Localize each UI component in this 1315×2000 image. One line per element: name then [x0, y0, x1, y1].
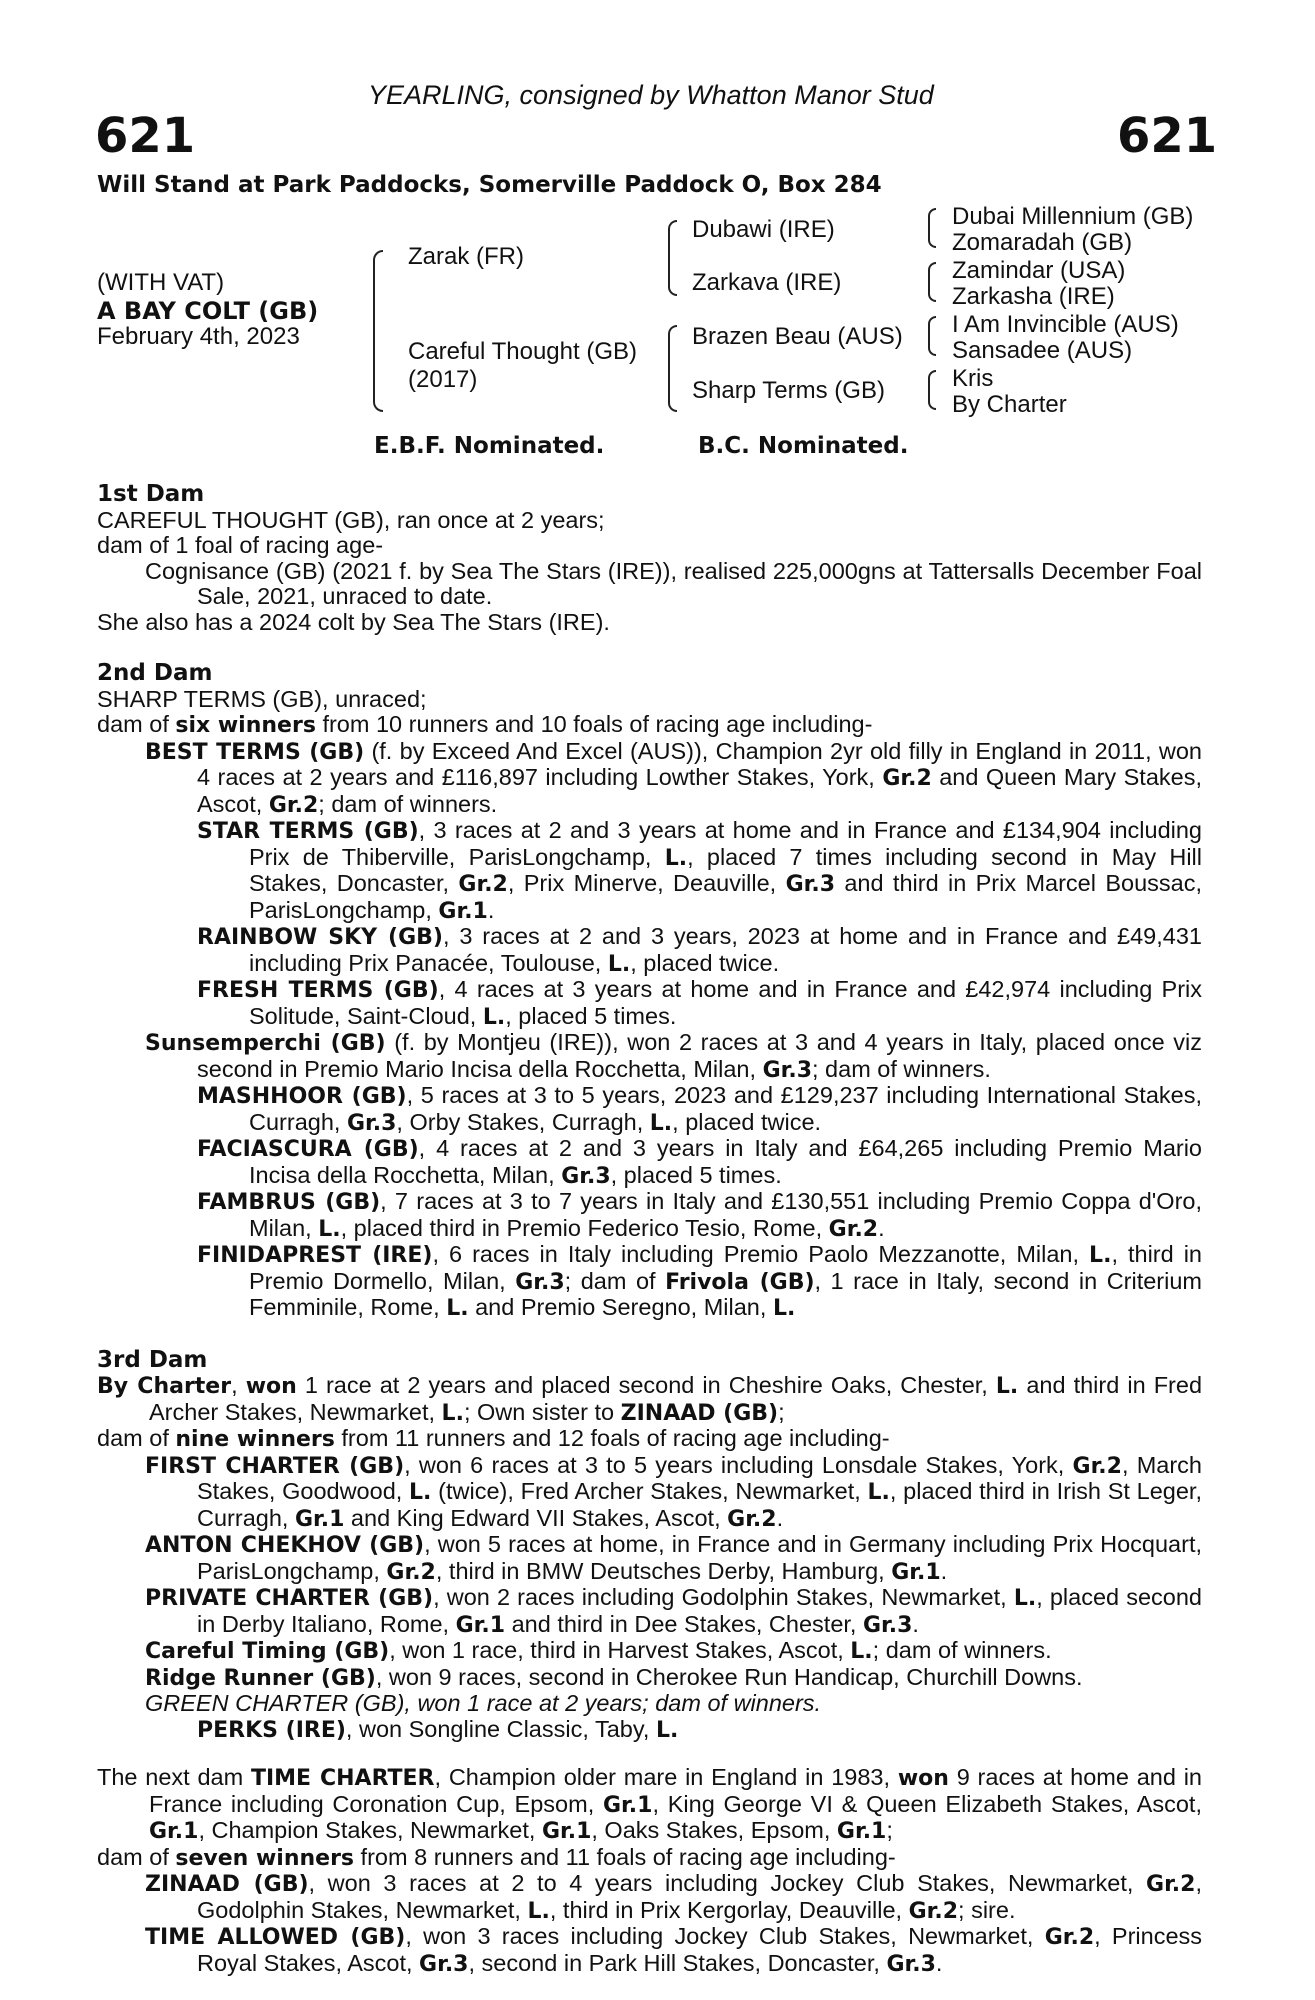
second-dam-heading: 2nd Dam	[97, 660, 213, 686]
pedigree-sire: Zarak (FR)	[408, 243, 524, 270]
first-dam-produce-line: dam of 1 foal of racing age-	[97, 532, 384, 558]
next-dam-produce-line: dam of seven winners from 8 runners and 11 foals of racing age including-	[97, 1843, 896, 1871]
pedigree-brace-sd	[928, 262, 936, 302]
catalogue-body	[97, 482, 1202, 1977]
lot-name: A BAY COLT (GB)	[97, 297, 319, 325]
third-dam-heading: 3rd Dam	[97, 1346, 208, 1373]
pedigree-sire-dam: Zarkava (IRE)	[692, 269, 842, 296]
entry-star-terms: STAR TERMS (GB), 3 races at 2 and 3 years at home and in France and £134,904 including Prix de Thiberville, ParisLongchamp, L., placed 7 times including second in May Hill Stakes, Doncaster, Gr.2, Prix Minerve, Deauville, Gr.3 and third in Prix Marcel Boussac, ParisLongchamp, Gr.1.	[197, 817, 1203, 924]
pedigree-sss: Dubai Millennium (GB)	[952, 203, 1194, 230]
first-dam-line: CAREFUL THOUGHT (GB), ran once at 2 years;	[97, 506, 605, 533]
next-dam-line: The next dam TIME CHARTER, Champion older mare in England in 1983, won 9 races at home and in France including Coronation Cup, Epsom, Gr.1, King George VI & Queen Elizabeth Stakes, Ascot, Gr.1, Champion Stakes, Newmarket, Gr.1, Oaks Stakes, Epsom, Gr.1;	[97, 1764, 1203, 1844]
pedigree-dsd: Sansadee (AUS)	[952, 337, 1133, 364]
pedigree-sire-sire: Dubawi (IRE)	[692, 216, 835, 243]
pedigree-brace-sire	[668, 220, 677, 296]
pedigree-brace-dam	[668, 325, 677, 412]
catalogue-subtitle: YEARLING, consigned by Whatton Manor Stud	[368, 80, 934, 110]
pedigree-dds: Kris	[952, 365, 994, 392]
entry-careful-timing: Careful Timing (GB), won 1 race, third in Harvest Stakes, Ascot, L.; dam of winners.	[145, 1637, 1052, 1664]
pedigree-dam-sire: Brazen Beau (AUS)	[692, 323, 903, 350]
entry-ridge-runner: Ridge Runner (GB), won 9 races, second in Cherokee Run Handicap, Churchill Downs.	[145, 1663, 1083, 1691]
third-dam-line: By Charter, won 1 race at 2 years and placed second in Cheshire Oaks, Chester, L. and third in Fred Archer Stakes, Newmarket, L.; Own sister to ZINAAD (GB);	[97, 1372, 1203, 1426]
entry-time-allowed: TIME ALLOWED (GB), won 3 races including Jockey Club Stakes, Newmarket, Gr.2, Princess Royal Stakes, Ascot, Gr.3, second in Park Hill Stakes, Doncaster, Gr.3.	[145, 1923, 1203, 1977]
entry-faciascura: FACIASCURA (GB), 4 races at 2 and 3 years in Italy and £64,265 including Premio Mario Incisa della Rocchetta, Milan, Gr.3, placed 5 times.	[197, 1135, 1202, 1189]
entry-mashhoor: MASHHOOR (GB), 5 races at 3 to 5 years, 2023 and £129,237 including International Stakes, Curragh, Gr.3, Orby Stakes, Curragh, L., placed twice.	[197, 1082, 1203, 1136]
first-dam-foal: Cognisance (GB) (2021 f. by Sea The Stars (IRE)), realised 225,000gns at Tattersalls December Foal Sale, 2021, unraced to date.	[145, 557, 1202, 609]
pedigree-ssd: Zomaradah (GB)	[952, 229, 1133, 256]
pedigree-dam: Careful Thought (GB)	[408, 338, 637, 365]
entry-fresh-terms: FRESH TERMS (GB), 4 races at 3 years at home and in France and £42,974 including Prix Solitude, Saint-Cloud, L., placed 5 times.	[197, 976, 1202, 1030]
third-dam-produce-line: dam of nine winners from 11 runners and 12 foals of racing age including-	[97, 1425, 890, 1452]
pedigree-sds: Zamindar (USA)	[952, 257, 1126, 284]
first-dam-heading: 1st Dam	[97, 481, 205, 507]
bc-nomination: B.C. Nominated.	[698, 433, 909, 459]
entry-zinaad: ZINAAD (GB), won 3 races at 2 to 4 years including Jockey Club Stakes, Newmarket, Gr.2, Godolphin Stakes, Newmarket, L., third in Prix Kergorlay, Deauville, Gr.2; sire.	[145, 1870, 1202, 1924]
second-dam-line: SHARP TERMS (GB), unraced;	[97, 685, 427, 712]
pedigree-sdd: Zarkasha (IRE)	[952, 283, 1115, 310]
entry-first-charter: FIRST CHARTER (GB), won 6 races at 3 to 5 years including Lonsdale Stakes, York, Gr.2, March Stakes, Goodwood, L. (twice), Fred Archer Stakes, Newmarket, L., placed third in Irish St Leger, Curragh, Gr.1 and King Edward VII Stakes, Ascot, Gr.2.	[145, 1451, 1202, 1532]
vat-note: (WITH VAT)	[97, 269, 225, 296]
entry-rainbow-sky: RAINBOW SKY (GB), 3 races at 2 and 3 years, 2023 at home and in France and £49,431 including Prix Panacée, Toulouse, L., placed twice.	[197, 923, 1202, 977]
pedigree-brace-dd	[928, 370, 936, 410]
entry-private-charter: PRIVATE CHARTER (GB), won 2 races including Godolphin Stakes, Newmarket, L., placed second in Derby Italiano, Rome, Gr.1 and third in Dee Stakes, Chester, Gr.3.	[145, 1584, 1202, 1638]
entry-best-terms: BEST TERMS (GB) (f. by Exceed And Excel (AUS)), Champion 2yr old filly in England in 2011, won 4 races at 2 years and £116,897 including Lowther Stakes, York, Gr.2 and Queen Mary Stakes, Ascot, Gr.2; dam of winners.	[145, 737, 1203, 818]
pedigree-dss: I Am Invincible (AUS)	[952, 311, 1179, 338]
first-dam-also: She also has a 2024 colt by Sea The Stars (IRE).	[97, 608, 610, 635]
pedigree-dam-year: (2017)	[408, 366, 478, 393]
entry-sunsemperchi: Sunsemperchi (GB) (f. by Montjeu (IRE)), won 2 races at 3 and 4 years in Italy, placed once viz second in Premio Mario Incisa della Rocchetta, Milan, Gr.3; dam of winners.	[145, 1029, 1203, 1083]
lot-dob: February 4th, 2023	[97, 323, 300, 350]
stand-location: Will Stand at Park Paddocks, Somerville Paddock O, Box 284	[97, 172, 882, 198]
pedigree-ddd: By Charter	[952, 391, 1067, 418]
entry-finidaprest: FINIDAPREST (IRE), 6 races in Italy including Premio Paolo Mezzanotte, Milan, L., third in Premio Dormello, Milan, Gr.3; dam of Frivola (GB), 1 race in Italy, second in Criterium Femminile, Rome, L. and Premio Seregno, Milan, L.	[197, 1241, 1202, 1321]
lot-number-left: 621	[95, 108, 196, 164]
ebf-nomination: E.B.F. Nominated.	[374, 433, 605, 459]
entry-green-charter: GREEN CHARTER (GB), won 1 race at 2 years; dam of winners.	[145, 1690, 822, 1716]
second-dam-produce-line: dam of six winners from 10 runners and 10 foals of racing age including-	[97, 711, 873, 738]
lot-number-right: 621	[1117, 108, 1218, 164]
pedigree-brace-ss	[928, 208, 936, 248]
entry-perks: PERKS (IRE), won Songline Classic, Taby, L.	[197, 1715, 679, 1743]
pedigree-brace-ds	[928, 316, 936, 356]
pedigree-brace-main	[373, 250, 383, 412]
pedigree-dam-dam: Sharp Terms (GB)	[692, 377, 885, 404]
entry-anton-chekhov: ANTON CHEKHOV (GB), won 5 races at home, in France and in Germany including Prix Hocquart, ParisLongchamp, Gr.2, third in BMW Deutsches Derby, Hamburg, Gr.1.	[145, 1531, 1203, 1585]
entry-fambrus: FAMBRUS (GB), 7 races at 3 to 7 years in Italy and £130,551 including Premio Coppa d'Oro, Milan, L., placed third in Premio Federico Tesio, Rome, Gr.2.	[197, 1188, 1202, 1242]
